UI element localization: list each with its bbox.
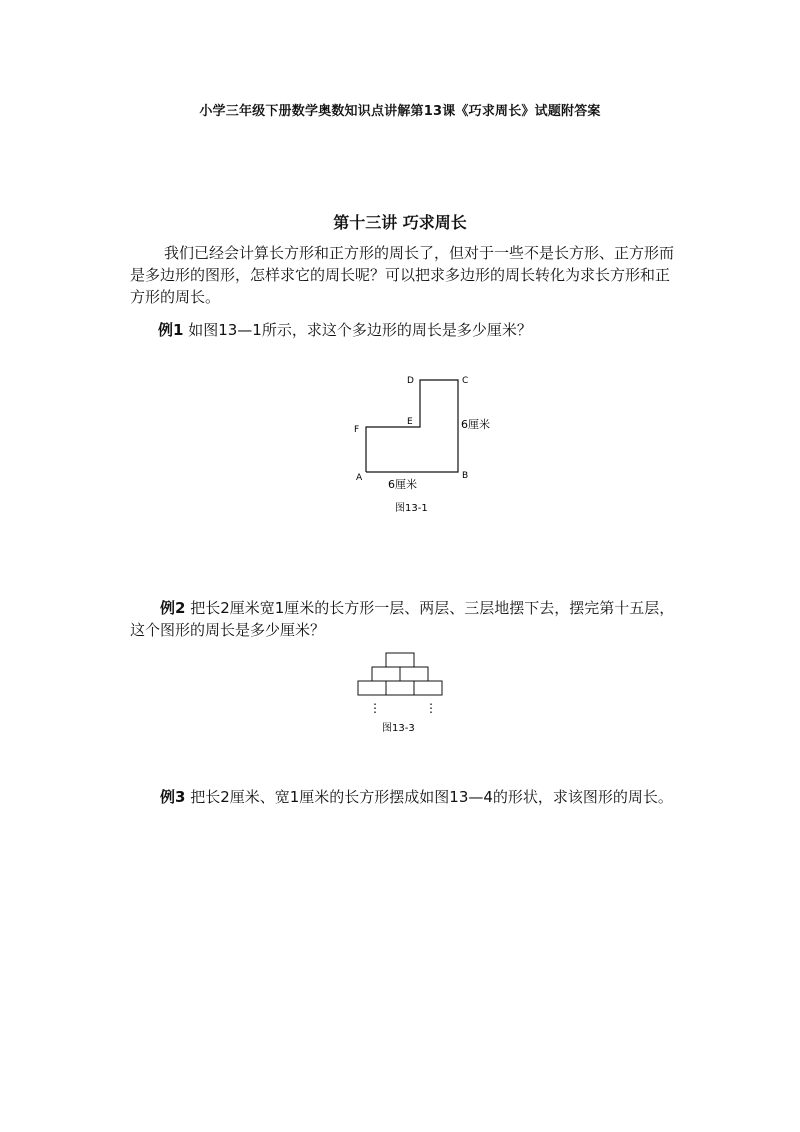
brick-middle-1 [372, 667, 400, 681]
example-3-text: 把长2厘米、宽1厘米的长方形摆成如图13—4的形状，求该图形的周长。 [185, 788, 673, 806]
figure-caption: 图13-1 [395, 503, 428, 514]
example-1-tag: 例1 [158, 321, 184, 339]
example-3 [130, 786, 675, 808]
continuation-dots-right: ⋮ [425, 701, 437, 715]
brick-bottom-1 [358, 681, 386, 695]
example-2-text: 把长2厘米宽1厘米的长方形一层、两层、三层地摆下去，摆完第十五层，这个图形的周长是多少厘米？ [130, 599, 675, 639]
figure-caption: 图13-3 [382, 723, 415, 734]
brick-bottom-3 [414, 681, 442, 695]
right-dimension: 6厘米 [461, 418, 490, 431]
label-c: C [462, 376, 469, 386]
continuation-dots-left: ⋮ [369, 701, 381, 715]
brick-middle-2 [400, 667, 428, 681]
document-title: 小学三年级下册数学奥数知识点讲解第13课《巧求周长》试题附答案 [199, 104, 601, 119]
label-e: E [407, 417, 413, 427]
example-3-tag: 例3 [160, 788, 186, 806]
example-2-tag: 例2 [160, 599, 186, 617]
figure-13-1 [340, 370, 510, 520]
figure-13-3 [355, 648, 455, 738]
lecture-title: 第十三讲 巧求周长 [333, 213, 467, 232]
brick-bottom-2 [386, 681, 414, 695]
label-b: B [462, 471, 469, 481]
example-2 [130, 597, 675, 641]
bottom-dimension: 6厘米 [388, 478, 417, 491]
example-1-text: 如图13—1所示，求这个多边形的周长是多少厘米？ [183, 321, 532, 339]
example-1 [158, 319, 532, 341]
label-d: D [407, 376, 414, 386]
brick-top [386, 653, 414, 667]
label-f: F [354, 425, 360, 435]
label-a: A [356, 473, 363, 483]
intro-paragraph: 我们已经会计算长方形和正方形的周长了，但对于一些不是长方形、正方形而是多边形的图形，怎样求它的周长呢？可以把求多边形的周长转化为求长方形和正方形的周长。 [130, 244, 675, 306]
